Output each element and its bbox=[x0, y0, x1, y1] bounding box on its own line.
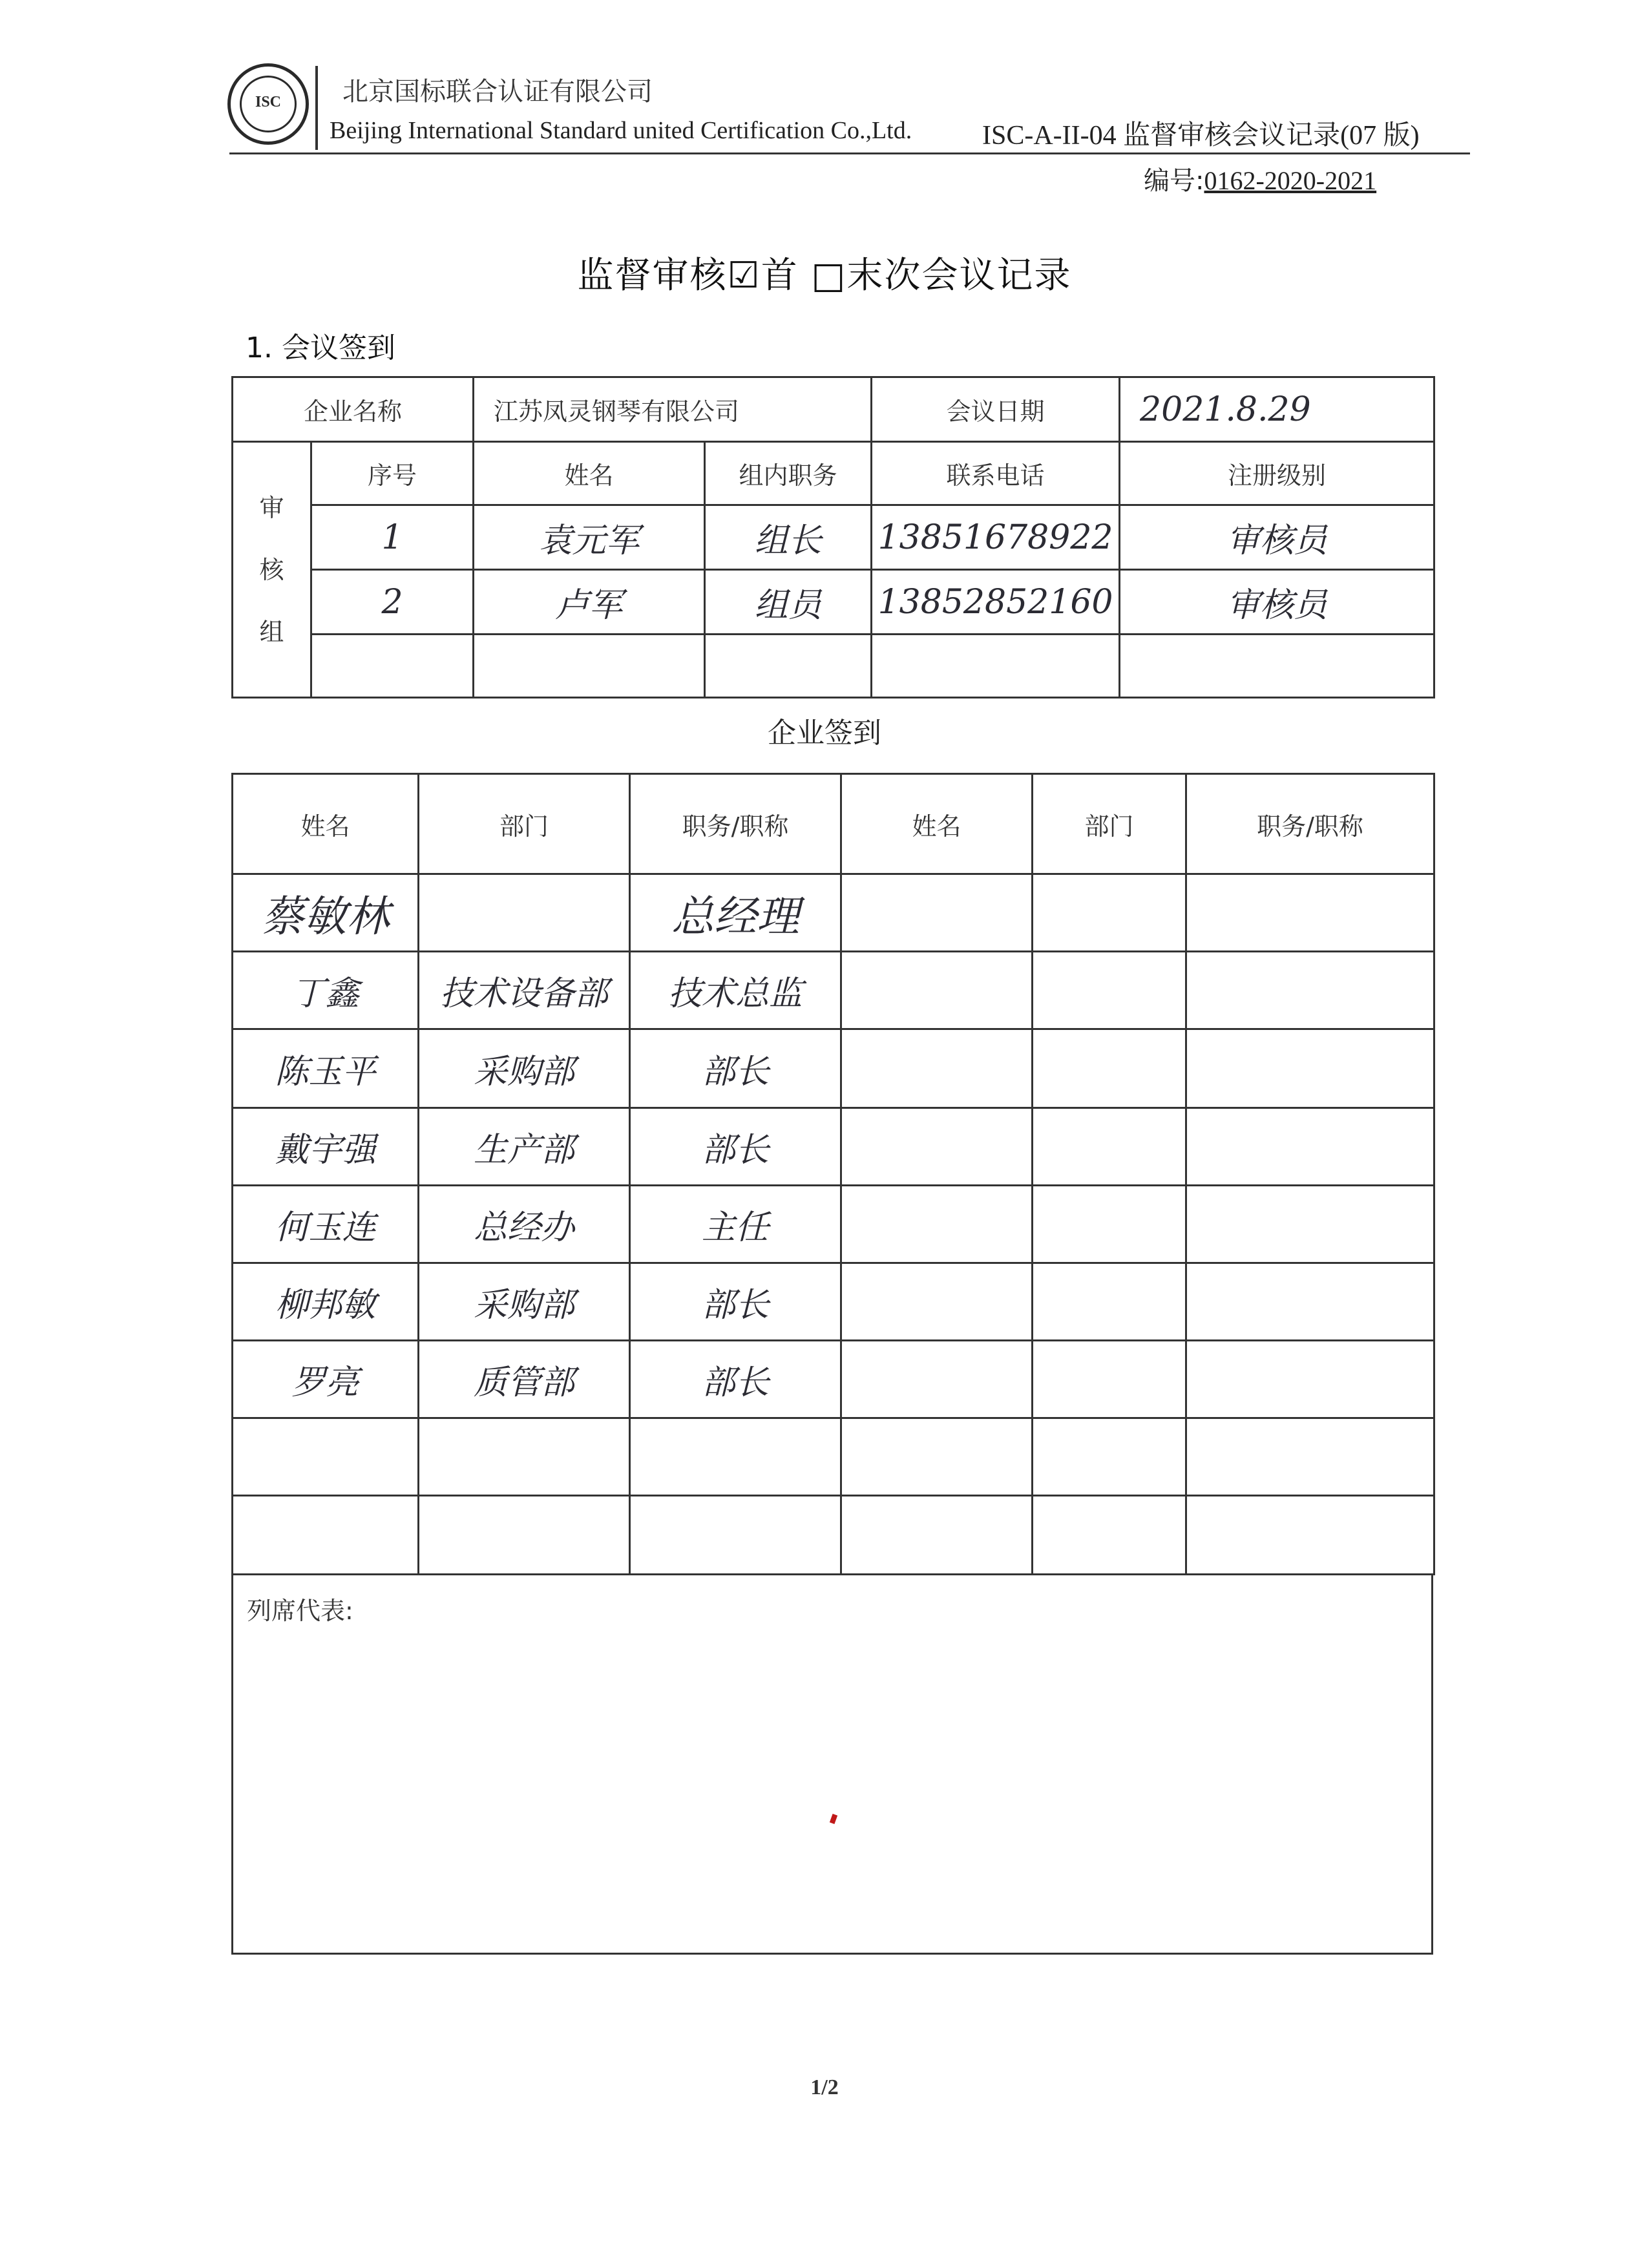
company-value: 江苏凤灵钢琴有限公司 bbox=[474, 377, 872, 442]
date-label: 会议日期 bbox=[872, 377, 1120, 442]
signin-dept: 采购部 bbox=[419, 1029, 630, 1108]
signin-name: 丁鑫 bbox=[233, 952, 419, 1029]
header-cell: 注册级别 bbox=[1120, 442, 1434, 505]
header-cell: 姓名 bbox=[474, 442, 705, 505]
table-row bbox=[233, 505, 1434, 570]
table-row bbox=[233, 874, 1434, 952]
team-role bbox=[705, 635, 872, 698]
header-cell: 姓名 bbox=[841, 774, 1033, 874]
signin-name bbox=[233, 1496, 419, 1575]
signin-title: 部长 bbox=[630, 1108, 841, 1186]
signin-name: 柳邦敏 bbox=[233, 1263, 419, 1341]
header-divider-vertical bbox=[315, 66, 318, 150]
table-row bbox=[233, 1263, 1434, 1341]
team-no: 1 bbox=[311, 505, 474, 570]
header-cell: 联系电话 bbox=[872, 442, 1120, 505]
header-cell: 职务/职称 bbox=[630, 774, 841, 874]
signin-name: 何玉连 bbox=[233, 1186, 419, 1263]
table-row bbox=[233, 1418, 1434, 1496]
signin-dept: 总经办 bbox=[419, 1186, 630, 1263]
signin-title: 部长 bbox=[630, 1263, 841, 1341]
team-phone bbox=[872, 635, 1120, 698]
signin-dept bbox=[419, 874, 630, 952]
audit-group-char: 核 bbox=[259, 555, 284, 584]
header-cell: 组内职务 bbox=[705, 442, 872, 505]
table-row bbox=[233, 1029, 1434, 1108]
serial-number bbox=[1144, 160, 1376, 197]
section-title: 1. 会议签到 bbox=[246, 331, 395, 364]
company-signin-title: 企业签到 bbox=[768, 717, 881, 750]
team-level: 审核员 bbox=[1120, 505, 1434, 570]
team-role: 组员 bbox=[705, 570, 872, 635]
signin-name: 戴宇强 bbox=[233, 1108, 419, 1186]
signin-name bbox=[233, 1418, 419, 1496]
signin-title: 部长 bbox=[630, 1029, 841, 1108]
team-phone: 13851678922 bbox=[872, 505, 1120, 570]
header-cell: 职务/职称 bbox=[1186, 774, 1434, 874]
header-divider bbox=[229, 152, 1470, 154]
audit-team-table bbox=[231, 376, 1435, 698]
company-signin-table bbox=[231, 773, 1435, 1575]
signin-dept bbox=[419, 1418, 630, 1496]
signin-dept: 采购部 bbox=[419, 1263, 630, 1341]
attendees-label: 列席代表: bbox=[247, 1597, 353, 1625]
signin-title: 技术总监 bbox=[630, 952, 841, 1029]
date-value: 2021.8.29 bbox=[1120, 377, 1434, 442]
company-logo bbox=[227, 63, 309, 145]
team-name bbox=[474, 635, 705, 698]
header-cell: 部门 bbox=[419, 774, 630, 874]
signin-dept bbox=[419, 1496, 630, 1575]
audit-group-label bbox=[233, 442, 311, 698]
signin-name: 蔡敏林 bbox=[233, 874, 419, 952]
signin-title: 主任 bbox=[630, 1186, 841, 1263]
page-title: 监督审核☑首 □末次会议记录 bbox=[577, 255, 1072, 297]
team-level bbox=[1120, 635, 1434, 698]
header-cell: 姓名 bbox=[233, 774, 419, 874]
table-row bbox=[233, 1186, 1434, 1263]
signin-name: 罗亮 bbox=[233, 1341, 419, 1418]
signin-title: 总经理 bbox=[630, 874, 841, 952]
signin-title bbox=[630, 1496, 841, 1575]
table-row bbox=[233, 1341, 1434, 1418]
signin-dept: 技术设备部 bbox=[419, 952, 630, 1029]
serial-value: 0162-2020-2021 bbox=[1204, 166, 1377, 195]
company-name-en: Beijing International Standard united Certification Co.,Ltd. bbox=[330, 117, 912, 144]
team-phone: 13852852160 bbox=[872, 570, 1120, 635]
document-code: ISC-A-II-04 监督审核会议记录(07 版) bbox=[982, 121, 1420, 151]
team-no bbox=[311, 635, 474, 698]
team-level: 审核员 bbox=[1120, 570, 1434, 635]
logo-text: ISC bbox=[255, 94, 282, 110]
company-name-cn: 北京国标联合认证有限公司 bbox=[342, 77, 653, 107]
team-role: 组长 bbox=[705, 505, 872, 570]
signin-dept: 质管部 bbox=[419, 1341, 630, 1418]
team-no: 2 bbox=[311, 570, 474, 635]
table-row bbox=[233, 635, 1434, 698]
table-row bbox=[233, 570, 1434, 635]
signin-dept: 生产部 bbox=[419, 1108, 630, 1186]
company-label: 企业名称 bbox=[233, 377, 474, 442]
team-name: 卢军 bbox=[474, 570, 705, 635]
page-number: 1/2 bbox=[810, 2075, 839, 2099]
signin-title: 部长 bbox=[630, 1341, 841, 1418]
signin-name: 陈玉平 bbox=[233, 1029, 419, 1108]
header-cell: 部门 bbox=[1033, 774, 1186, 874]
audit-group-char: 审 bbox=[259, 493, 284, 522]
table-row bbox=[233, 952, 1434, 1029]
signin-title bbox=[630, 1418, 841, 1496]
attendees-box bbox=[231, 1573, 1433, 1955]
serial-label: 编号: bbox=[1144, 166, 1204, 196]
table-row bbox=[233, 1496, 1434, 1575]
audit-group-char: 组 bbox=[259, 617, 284, 646]
team-name: 袁元军 bbox=[474, 505, 705, 570]
table-row bbox=[233, 1108, 1434, 1186]
header-cell: 序号 bbox=[311, 442, 474, 505]
